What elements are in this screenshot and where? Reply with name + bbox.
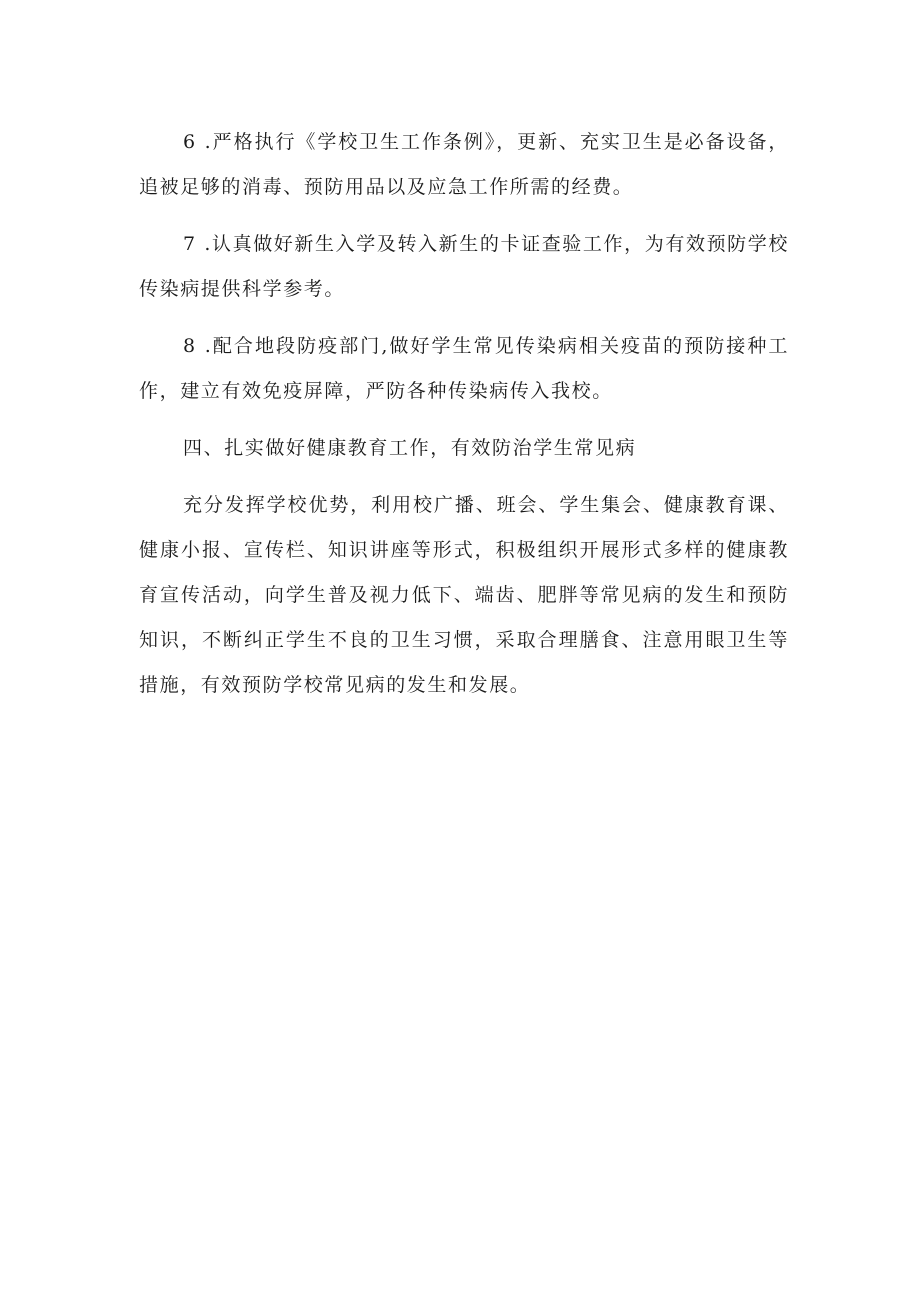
paragraph-item-6: 6 .严格执行《学校卫生工作条例》，更新、充实卫生是必备设备，追被足够的消毒、预防用品以及应急工作所需的经费。 — [139, 131, 789, 198]
section-heading: 四、扎实做好健康教育工作，有效防治学生常见病 — [183, 437, 637, 459]
section-body-paragraph: 充分发挥学校优势，利用校广播、班会、学生集会、健康教育课、健康小报、宣传栏、知识讲座等形式，积极组织开展形式多样的健康教育宣传活动，向学生普及视力低下、端齿、肥胖等常见病的发生和预防知识，不断纠正学生不良的卫生习惯，采取合理膳食、注意用眼卫生等措施，有效预防学校常见病的发生和发展。 — [139, 494, 789, 696]
paragraph-item-8: 8 .配合地段防疫部门,做好学生常见传染病相关疫苗的预防接种工作，建立有效免疫屏障，严防各种传染病传入我校。 — [139, 335, 789, 402]
paragraph-item-7: 7 .认真做好新生入学及转入新生的卡证查验工作，为有效预防学校传染病提供科学参考。 — [139, 233, 789, 300]
document-body — [139, 120, 789, 720]
